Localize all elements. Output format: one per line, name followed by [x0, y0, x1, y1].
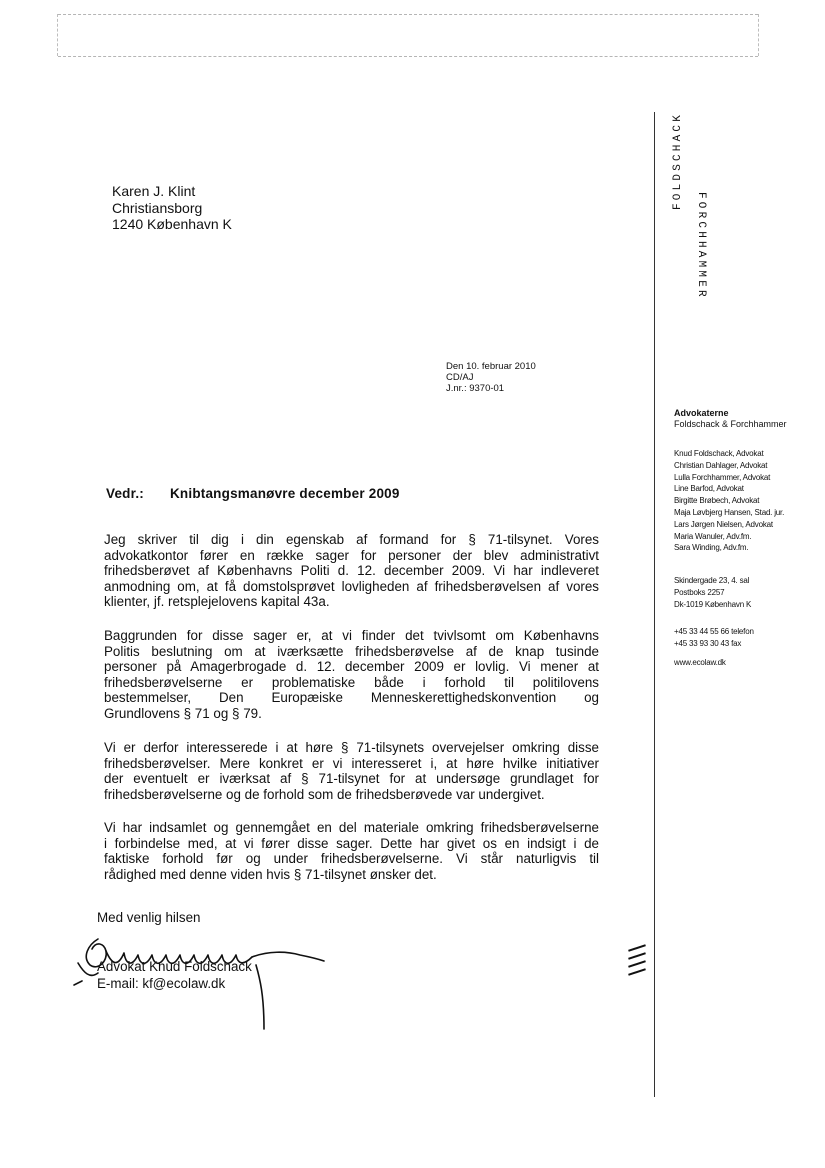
brand-wordmark-secondary: FORCHHAMMER [695, 192, 707, 300]
body-paragraph-1 [104, 532, 599, 610]
body-line: Jeg skriver til dig i din egenskab af formand for § 71-tilsynet. Vores [104, 532, 599, 547]
body-paragraph-2 [104, 628, 599, 722]
subject-line [106, 486, 400, 501]
body-line: Vi har indsamlet og gennemgået en del materiale omkring frihedsberøvelserne [104, 820, 599, 835]
body-line: bestemmelser, Den Europæiske Menneskerettighedskonvention og [104, 690, 599, 706]
firm-address [674, 575, 751, 610]
body-line: Vi er derfor interesserede i at høre § 71-tilsynets overvejelser omkring disse [104, 740, 599, 755]
firm-heading [674, 408, 787, 430]
firm-name: Foldschack & Forchhammer [674, 419, 787, 429]
body-line: anmodning om, at få domstolsprøvet lovligheden af frihedsberøvelsen af vores [104, 578, 599, 594]
letter-initials: CD/AJ [446, 372, 474, 383]
address-line: Postboks 2257 [674, 587, 725, 597]
scan-artifact-line [58, 14, 758, 15]
body-line: Baggrunden for disse sager er, at vi finder det tvivlsomt om Københavns [104, 628, 599, 643]
staff-member: Lulla Forchhammer, Advokat [674, 472, 771, 482]
body-line: faktiske forhold før og under frihedsberøvelserne. Vi står naturligvis til [104, 851, 599, 867]
signatory-name: Advokat Knud Foldschack [97, 959, 252, 974]
staff-member: Lars Jørgen Nielsen, Advokat [674, 519, 773, 529]
brand-wordmark: FOLDSCHACK [672, 112, 684, 211]
body-line: frihedsberøvelserne og de forhold som de frihedsberøvede var undergivet. [104, 786, 545, 802]
staff-member: Line Barfod, Advokat [674, 484, 744, 494]
body-line: klienter, jf. retsplejelovens kapital 43a. [104, 594, 330, 610]
staff-member: Christian Dahlager, Advokat [674, 460, 768, 470]
body-line: Grundlovens § 71 og § 79. [104, 705, 262, 721]
fold-mark [628, 944, 646, 951]
fold-mark [628, 968, 646, 975]
recipient-line: Christiansborg [112, 199, 203, 216]
address-line: Dk-1019 København K [674, 599, 752, 609]
body-line: rådighed med denne viden hvis § 71-tilsynet ønsker det. [104, 866, 437, 882]
fold-mark [628, 960, 646, 967]
body-line: der eventuelt er iværksat af § 71-tilsynet for at undersøge grundlaget for [104, 771, 599, 787]
staff-member: Maja Løvbjerg Hansen, Stad. jur. [674, 507, 785, 517]
firm-phones [674, 626, 754, 650]
fax-line: +45 33 93 30 43 fax [674, 638, 742, 648]
scan-artifact-line [58, 56, 758, 57]
fold-mark [628, 952, 646, 959]
scan-artifact-line [57, 14, 58, 56]
staff-member: Knud Foldschack, Advokat [674, 449, 764, 458]
signatory-email: E-mail: kf@ecolaw.dk [97, 976, 226, 991]
body-line: frihedsberøvelser. Mere konkret er vi interesseret i, at høre hvilke initiativer [104, 755, 599, 771]
body-line: i forbindelse med, at vi fører disse sager. Dette har givet os en indsigt i de [104, 835, 599, 851]
staff-member: Maria Wanuler, Adv.fm. [674, 531, 752, 541]
body-line: Politis beslutning om at iværksætte frihedsberøvelse af de knap tusinde [104, 643, 599, 659]
body-line: advokatkontor fører en række sager for personer der blev administrativt [104, 547, 599, 563]
firm-website: www.ecolaw.dk [674, 658, 726, 667]
recipient-address [112, 183, 232, 233]
firm-title: Advokaterne [674, 408, 729, 418]
letter-meta [446, 361, 536, 394]
staff-list [674, 448, 784, 554]
signatory-block [97, 958, 252, 992]
body-line: frihedsberøvelserne er problematiske både i forhold til politilovens [104, 674, 599, 690]
subject-label: Vedr.: [106, 486, 144, 501]
recipient-name: Karen J. Klint [112, 183, 196, 199]
recipient-city: 1240 København K [112, 216, 232, 232]
body-paragraph-3 [104, 740, 599, 802]
margin-rule [654, 112, 655, 1097]
body-line: personer på Amagerbrogade d. 12. december 2009 er lovlig. Vi mener at [104, 659, 599, 675]
body-paragraph-4 [104, 820, 599, 882]
staff-member: Birgitte Brøbech, Advokat [674, 496, 760, 506]
phone-line: +45 33 44 55 66 telefon [674, 627, 754, 636]
closing-greeting: Med venlig hilsen [97, 910, 201, 925]
subject-text: Knibtangsmanøvre december 2009 [169, 486, 400, 501]
scan-artifact-line [758, 14, 759, 56]
letter-date: Den 10. februar 2010 [446, 361, 536, 372]
staff-member: Sara Winding, Adv.fm. [674, 543, 749, 553]
address-line: Skindergade 23, 4. sal [674, 576, 750, 585]
body-line: frihedsberøvet af Københavns Politi d. 12. december 2009. Vi har indleveret [104, 563, 599, 579]
journal-number: J.nr.: 9370-01 [446, 383, 505, 394]
